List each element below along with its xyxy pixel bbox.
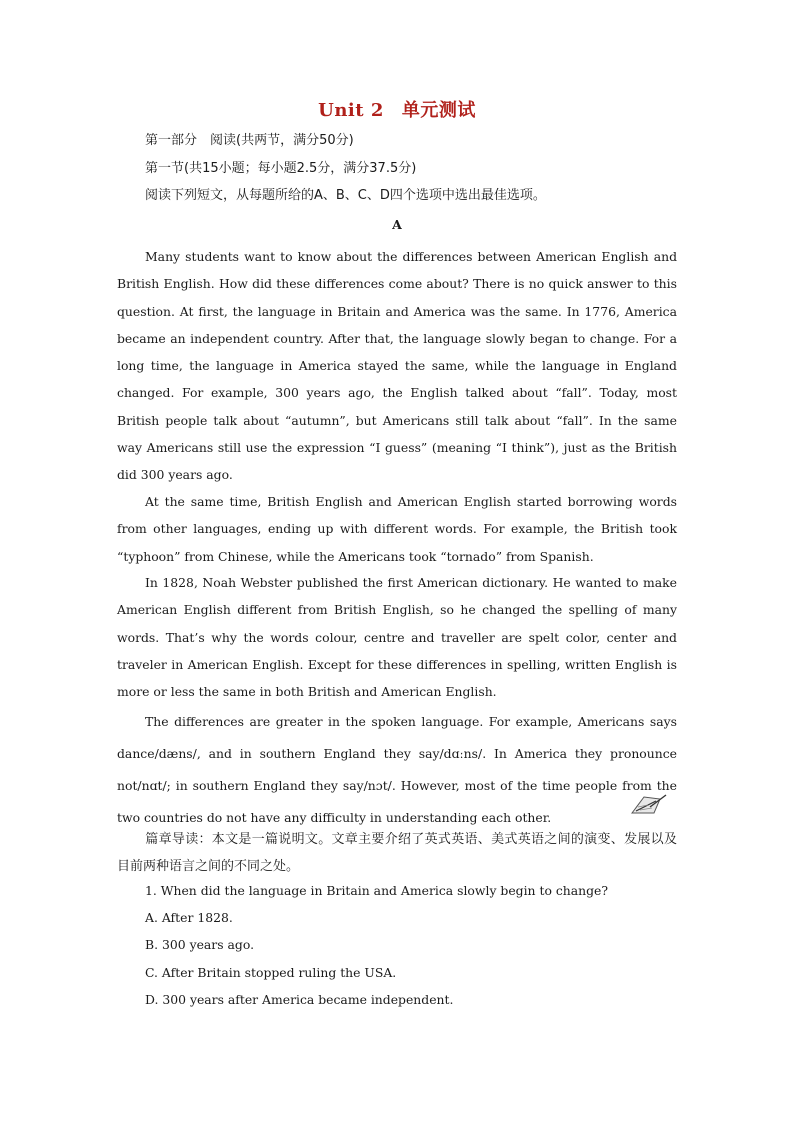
section-heading: 第一节(共15小题；每小题2.5分，满分37.5分)	[145, 161, 417, 176]
paragraph-3	[117, 569, 677, 705]
reading-guide-text: 篇章导读：本文是一篇说明文。文章主要介绍了英式英语、美式英语之间的演变、发展以及目前两种语言之间的不同之处。	[117, 832, 677, 874]
paragraph-1-text: Many students want to know about the differences between American English and British English. How did these differences come about? There is no quick answer to this question. At first, the language in Britain and America was the same. In 1776, America became an independent country. After that, the language slowly began to change. For a long time, the language in America stayed the same, while the language in England changed. For example, 300 years ago, the English talked about “fall”. Today, most British people talk about “autumn”, but Americans still talk about “fall”. In the same way Americans still use the expression “I guess” (meaning “I think”), just as the British did 300 years ago.	[117, 249, 677, 483]
paragraph-1	[117, 243, 677, 489]
option-b: B. 300 years ago.	[145, 937, 255, 952]
quill-pen-icon	[630, 793, 668, 815]
option-a: A. After 1828.	[145, 910, 233, 925]
option-d: D. 300 years after America became independent.	[145, 992, 454, 1007]
unit-title	[0, 96, 794, 122]
directions: 阅读下列短文，从每题所给的A、B、C、D四个选项中选出最佳选项。	[145, 188, 546, 203]
unit-title-cn: 单元测试	[401, 100, 476, 121]
paragraph-2	[117, 488, 677, 570]
paragraph-4-text: The differences are greater in the spoken language. For example, Americans says dance/dæns/, and in southern England they say/dɑːns/. In America they pronounce not/nɑt/; in southern England they say/nɔt/. However, most of the time people from the two countries do not have any difficulty in understanding each other.	[117, 714, 677, 825]
paragraph-2-text: At the same time, British English and American English started borrowing words from other languages, ending up with different words. For example, the British took “typhoon” from Chinese, while the Americans took “tornado” from Spanish.	[117, 494, 677, 564]
unit-number: Unit 2	[318, 100, 384, 121]
passage-label: A	[392, 217, 402, 232]
reading-guide	[117, 826, 677, 880]
option-c: C. After Britain stopped ruling the USA.	[145, 965, 397, 980]
part-heading: 第一部分 阅读(共两节，满分50分)	[145, 133, 354, 148]
paragraph-4	[117, 706, 677, 834]
question-1-stem: 1. When did the language in Britain and America slowly begin to change?	[145, 883, 609, 898]
paragraph-3-text: In 1828, Noah Webster published the first American dictionary. He wanted to make American English different from British English, so he changed the spelling of many words. That’s why the words colour, centre and traveller are spelt color, center and traveler in American English. Except for these differences in spelling, written English is more or less the same in both British and American English.	[117, 575, 677, 700]
